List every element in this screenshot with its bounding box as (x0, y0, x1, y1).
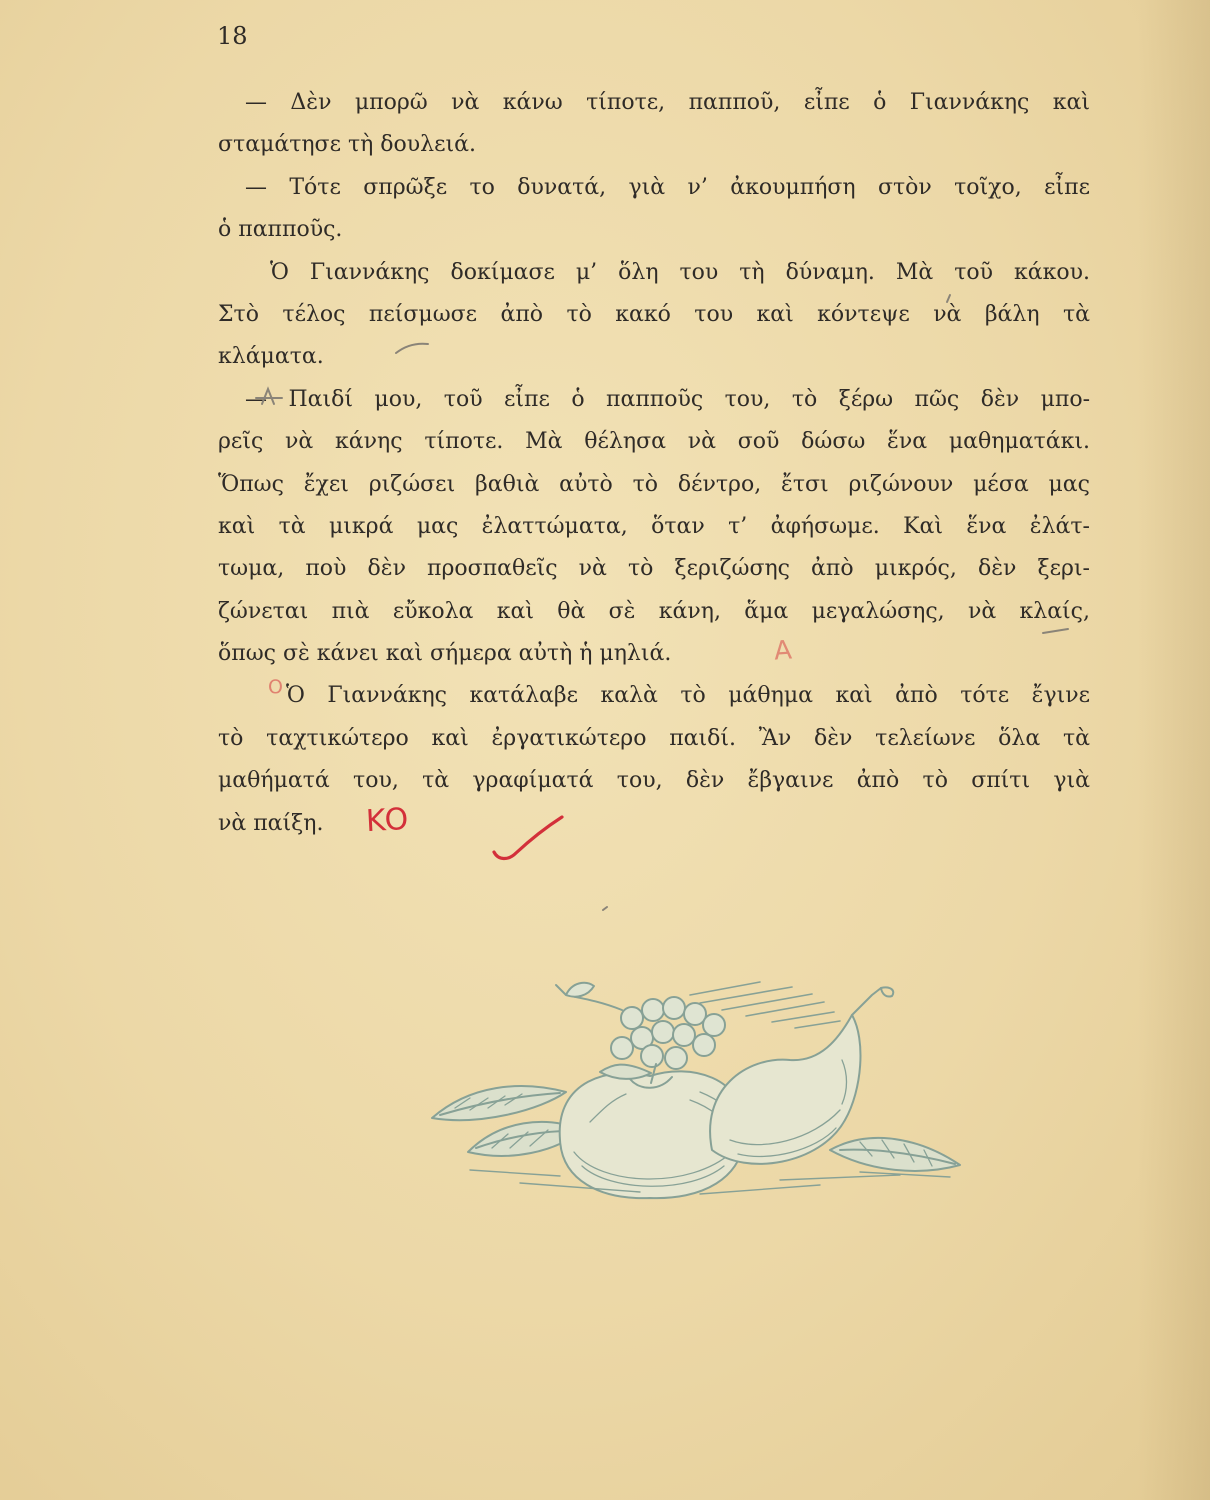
text-line: τὸ ταχτικώτερο καὶ ἐργατικώτερο παιδί. Ἂν δὲν τελείωνε ὅλα τὰ (218, 725, 1090, 751)
grape (641, 1045, 663, 1067)
grape (642, 999, 664, 1021)
text-line: καὶ τὰ μικρά μας ἐλαττώματα, ὅταν τ’ ἀφήσωμε. Καὶ ἕνα ἐλάτ- (218, 513, 1090, 539)
apple-shading (574, 1092, 740, 1186)
text-line: Ὁ Γιαννάκης δοκίμασε μ’ ὅλη του τὴ δύναμη. Μὰ τοῦ κάκου. (270, 259, 1090, 285)
handwritten-mark-ko: ΚΟ (365, 801, 409, 840)
pear (710, 987, 893, 1163)
grape (703, 1014, 725, 1036)
grape (684, 1003, 706, 1025)
left-leaves (432, 1086, 582, 1156)
grape (631, 1027, 653, 1049)
text-line: ὅπως σὲ κάνει καὶ σήμερα αὐτὴ ἡ μηλιά. (218, 641, 672, 667)
text-line: κλάματα. (218, 344, 324, 370)
text-line: τωμα, ποὺ δὲν προσπαθεῖς νὰ τὸ ξεριζώσης ἀπὸ μικρός, δὲν ξερι- (218, 556, 1090, 582)
grape-leaf (566, 983, 594, 997)
handwritten-mark-a: Α (772, 635, 793, 667)
grape (652, 1021, 674, 1043)
ground-shading (470, 1170, 950, 1194)
right-leaves (830, 1138, 960, 1171)
text-line: Ὁ Γιαννάκης κατάλαβε καλὰ τὸ μάθημα καὶ ἀπὸ τότε ἔγινε (286, 683, 1090, 709)
grape (673, 1024, 695, 1046)
grape (663, 997, 685, 1019)
text-line: — Παιδί μου, τοῦ εἶπε ὁ παπποῦς του, τὸ ξέρω πῶς δὲν μπο- (245, 386, 1090, 412)
grape (621, 1007, 643, 1029)
pear-shading (730, 1060, 847, 1156)
text-line: ρεῖς νὰ κάνης τίποτε. Μὰ θέλησα νὰ σοῦ δώσω ἕνα μαθηματάκι. (218, 429, 1090, 455)
text-line: Ὅπως ἔχει ριζώσει βαθιὰ αὐτὸ τὸ δέντρο, ἔτσι ριζώνουν μέσα μας (218, 471, 1090, 497)
pencil-stroke (603, 907, 607, 910)
apple (560, 1064, 745, 1198)
handwritten-mark-o: Ο (268, 676, 283, 698)
grape-cluster (556, 983, 725, 1069)
text-line: ζώνεται πιὰ εὔκολα καὶ θὰ σὲ κάνη, ἅμα μεγαλώσης, νὰ κλαίς, (218, 598, 1090, 624)
text-line: σταμάτησε τὴ δουλειά. (218, 132, 476, 158)
text-line: — Τότε σπρῶξε το δυνατά, γιὰ ν’ ἀκουμπήση στὸν τοῖχο, εἶπε (245, 174, 1090, 200)
page-number: 18 (217, 22, 248, 50)
grape (665, 1047, 687, 1069)
body-text (218, 82, 1090, 845)
text-line: Στὸ τέλος πείσμωσε ἀπὸ τὸ κακό του καὶ κόντεψε νὰ βάλη τὰ (218, 301, 1090, 327)
grape (693, 1034, 715, 1056)
grape (611, 1037, 633, 1059)
text-line: — Δὲν μπορῶ νὰ κάνω τίποτε, παπποῦ, εἶπε ὁ Γιαννάκης καὶ (245, 90, 1090, 115)
fruit-engraving (432, 982, 960, 1198)
text-line: μαθήματά του, τὰ γραφίματά του, δὲν ἔβγαινε ἀπὸ τὸ σπίτι γιὰ (218, 768, 1090, 794)
text-line: νὰ παίξη. (218, 810, 324, 836)
engraving-shading-lines (690, 982, 840, 1028)
text-line: ὁ παπποῦς. (218, 217, 343, 243)
grape-stem (556, 985, 622, 1010)
